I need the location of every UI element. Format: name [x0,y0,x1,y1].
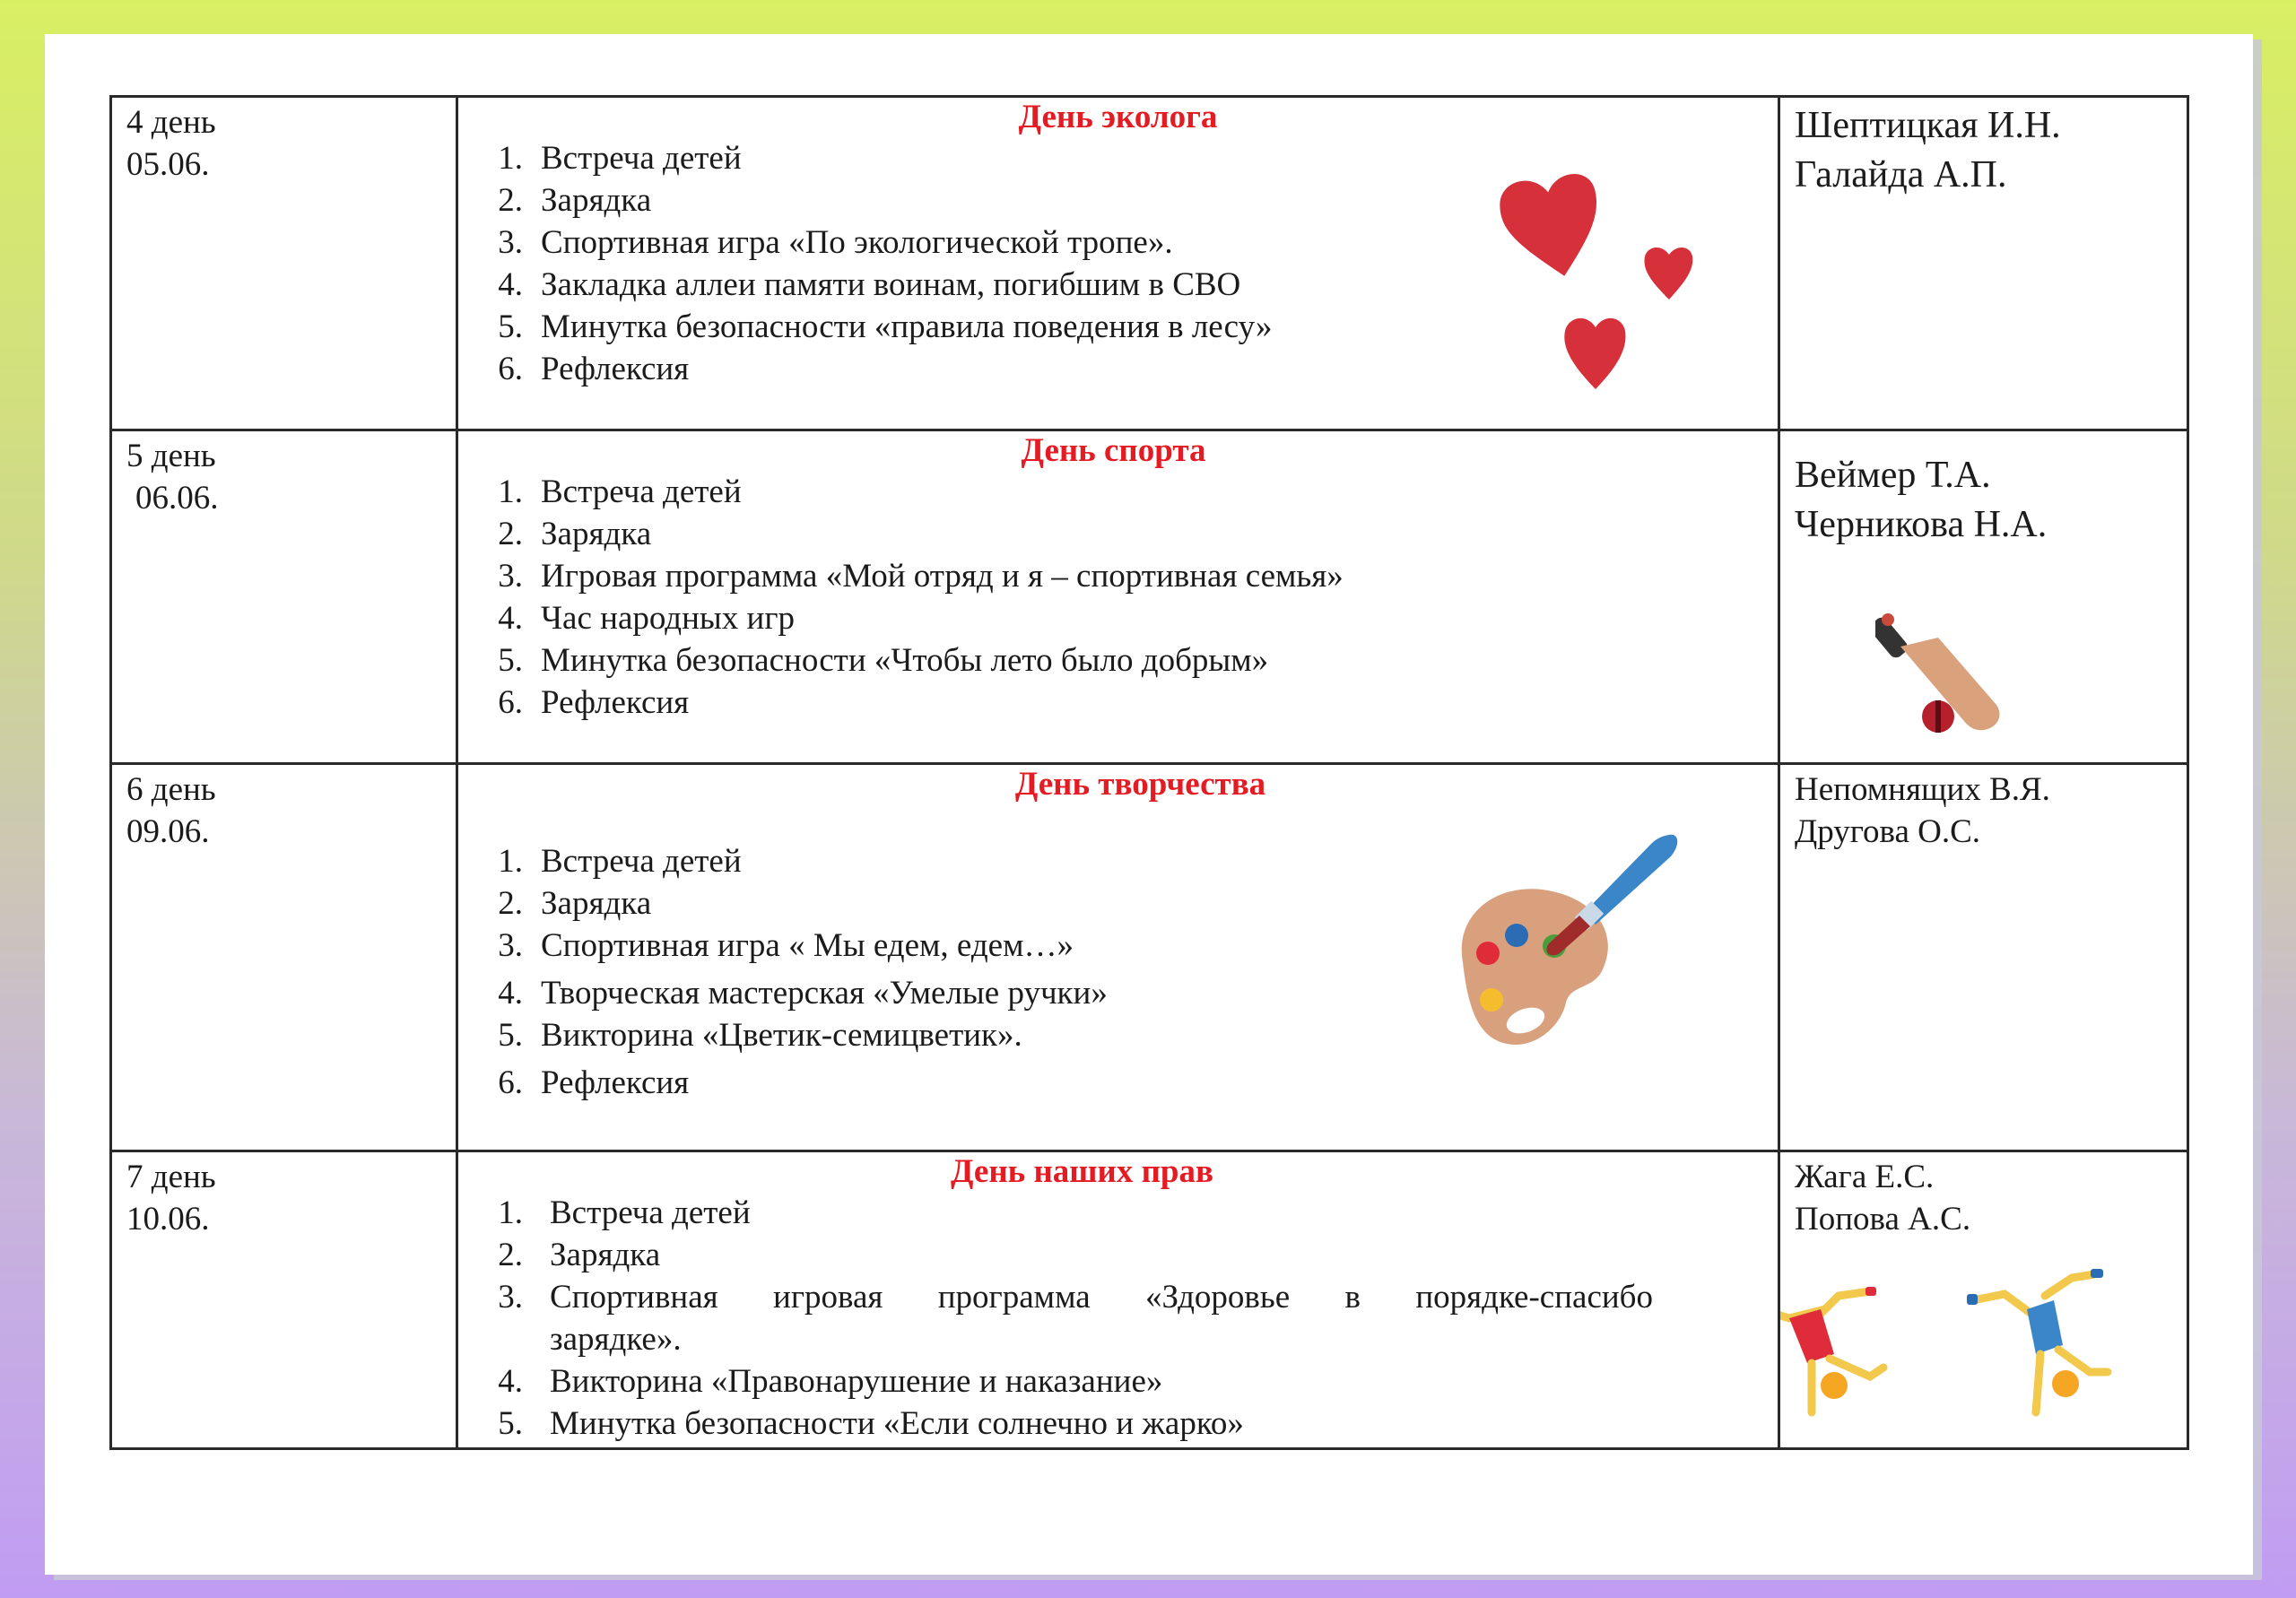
day-cell [111,1151,457,1449]
day-cell [111,764,457,1151]
list-item: 1. Встреча детей [498,140,742,177]
day-date: 09.06. [126,813,210,850]
activities-cell [457,97,1779,430]
list-item: 1. Встреча детей [498,473,742,510]
responsible-cell [1779,764,2188,1151]
document-page [45,34,2253,1575]
list-item: 6. Рефлексия [498,1064,690,1101]
day-date: 05.06. [126,146,210,183]
list-item: 4. Час народных игр [498,600,796,637]
responsible-person: Веймер Т.А. [1795,455,1991,496]
responsible-person: Черникова Н.А. [1795,504,2048,545]
list-item: 6. Рефлексия [498,684,690,721]
day-number: 5 день [126,438,216,474]
schedule-table [109,95,2189,1450]
responsible-person: Другова О.С. [1795,813,1981,850]
activities-cell [457,1151,1779,1449]
table-row [111,97,2188,430]
list-item: 1. Встреча детей [498,1194,751,1231]
list-item: 2. Зарядка [498,885,652,922]
day-title: День творчества [1014,766,1266,803]
activity-list [467,1192,1778,1445]
activity-list [467,840,1778,1104]
responsible-person: Жага Е.С. [1795,1159,1935,1195]
responsible-person: Шептицкая И.Н. [1795,105,2061,146]
day-number: 4 день [126,104,216,141]
cartwheel-girl-icon [1779,1287,1884,1412]
list-item: 5. Минутка безопасности «Если солнечно и жарко» [498,1405,1244,1442]
responsible-person: Непомнящих В.Я. [1795,771,2050,808]
day-date: 10.06. [126,1201,210,1238]
list-item: 4. Закладка аллеи памяти воинам, погибшим в СВО [498,266,1241,303]
responsible-cell [1779,97,2188,430]
activities-cell [457,430,1779,764]
cartwheel-people-icon [1779,1269,2158,1430]
table-row [111,430,2188,764]
table-row [111,1151,2188,1449]
day-number: 7 день [126,1159,216,1195]
list-item: 3. Спортивная игровая программа «Здоровье в порядке-спасибо зарядке». [498,1279,1653,1358]
activities-cell [457,764,1779,1151]
list-item: 4. Викторина «Правонарушение и наказание» [498,1363,1163,1400]
list-item: 5. Викторина «Цветик-семицветик». [498,1017,1022,1054]
responsible-person: Галайда А.П. [1795,154,2007,195]
list-item: 2. Зарядка [498,182,652,219]
day-number: 6 день [126,771,216,808]
day-title: День спорта [1021,432,1206,469]
day-date: 06.06. [135,480,219,517]
responsible-cell [1779,1151,2188,1449]
list-item: 2. Зарядка [498,516,652,552]
list-item: 1. Встреча детей [498,843,742,880]
list-item: 4. Творческая мастерская «Умелые ручки» [498,975,1108,1012]
cricket-bat-icon [1875,611,2010,736]
table-row [111,764,2188,1151]
day-cell [111,430,457,764]
list-item: 3. Спортивная игра «По экологической тропе». [498,224,1173,261]
day-cell [111,97,457,430]
activity-list [467,137,1778,390]
responsible-cell [1779,430,2188,764]
list-item: 5. Минутка безопасности «Чтобы лето было добрым» [498,642,1269,679]
list-item: 3. Спортивная игра « Мы едем, едем…» [498,927,1074,964]
list-item: 5. Минутка безопасности «правила поведения в лесу» [498,308,1273,345]
activity-list [467,471,1778,724]
day-title: День эколога [1018,99,1218,135]
list-item: 6. Рефлексия [498,351,690,387]
day-title: День наших прав [951,1153,1213,1190]
list-item: 2. Зарядка [498,1237,661,1273]
responsible-person: Попова А.С. [1795,1201,1971,1238]
list-item: 3. Игровая программа «Мой отряд и я – спортивная семья» [498,558,1344,595]
cartwheel-boy-icon [1967,1269,2108,1412]
